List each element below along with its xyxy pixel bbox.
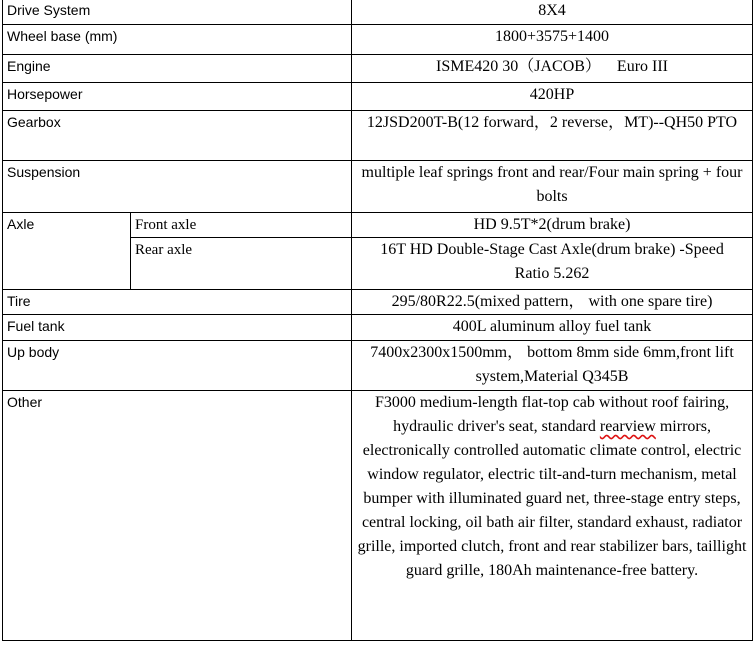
label-suspension: Suspension — [3, 161, 352, 213]
spellcheck-flagged-word: rearview — [599, 418, 656, 435]
label-wheel-base: Wheel base (mm) — [3, 25, 352, 55]
value-tire: 295/80R22.5(mixed pattern， with one spare tire) — [352, 290, 753, 315]
spec-table — [2, 0, 756, 641]
value-engine: ISME420 30（JACOB） Euro III — [352, 55, 753, 83]
value-up-body: 7400x2300x1500mm， bottom 8mm side 6mm,front lift system,Material Q345B — [352, 341, 753, 391]
value-front-axle: HD 9.5T*2(drum brake) — [352, 213, 753, 238]
value-wheel-base: 1800+3575+1400 — [352, 25, 753, 55]
label-drive-system: Drive System — [3, 0, 352, 25]
label-axle: Axle — [3, 213, 131, 290]
label-tire: Tire — [3, 290, 352, 315]
row-horsepower — [3, 83, 753, 111]
row-drive-system — [3, 0, 753, 25]
label-fuel-tank: Fuel tank — [3, 315, 352, 341]
value-other-text: F3000 medium-length flat-top cab without roof fairing, hydraulic driver's seat, standard — [374, 394, 730, 435]
row-fuel-tank — [3, 315, 753, 341]
label-engine: Engine — [3, 55, 352, 83]
row-tire — [3, 290, 753, 315]
row-axle-front — [3, 213, 753, 238]
row-engine — [3, 55, 753, 83]
row-other — [3, 391, 753, 641]
value-drive-system: 8X4 — [352, 0, 753, 25]
label-other: Other — [3, 391, 352, 641]
value-fuel-tank: 400L aluminum alloy fuel tank — [352, 315, 753, 341]
label-front-axle: Front axle — [131, 213, 352, 238]
value-other — [352, 391, 753, 641]
value-other-text-rest: mirrors, electronically controlled automatic climate control, electric window regulator, electric tilt-and-turn mechanism, metal bumper with illuminated guard net, three-stage entry steps, central locking, oil bath air filter, standard exhaust, radiator grille, imported clutch, front and rear stabilizer bars, taillight guard grille, 180Ah maintenance-free battery. — [357, 418, 747, 579]
row-suspension — [3, 161, 753, 213]
label-rear-axle: Rear axle — [131, 238, 352, 290]
label-gearbox: Gearbox — [3, 111, 352, 161]
label-horsepower: Horsepower — [3, 83, 352, 111]
row-up-body — [3, 341, 753, 391]
row-wheel-base — [3, 25, 753, 55]
value-gearbox: 12JSD200T-B(12 forward，2 reverse，MT)--QH50 PTO — [352, 111, 753, 161]
label-up-body: Up body — [3, 341, 352, 391]
value-rear-axle: 16T HD Double-Stage Cast Axle(drum brake) -Speed Ratio 5.262 — [352, 238, 753, 290]
value-suspension: multiple leaf springs front and rear/Four main spring + four bolts — [352, 161, 753, 213]
value-horsepower: 420HP — [352, 83, 753, 111]
row-gearbox — [3, 111, 753, 161]
